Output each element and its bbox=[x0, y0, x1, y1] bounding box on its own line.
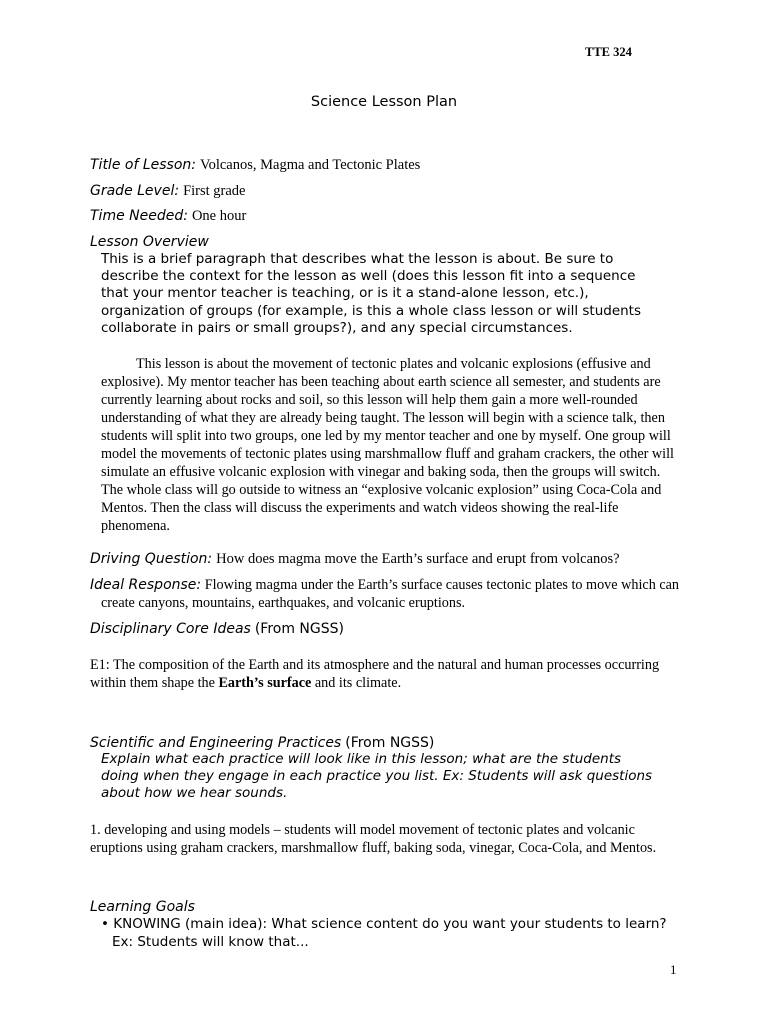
dci-heading-row bbox=[90, 620, 344, 638]
bullet-icon: • bbox=[101, 916, 109, 932]
learning-goal-text-1: KNOWING (main idea): What science content do you want your students to learn? Ex: Students will know that... bbox=[112, 916, 667, 950]
page-number: 1 bbox=[670, 962, 677, 977]
dci-heading: Disciplinary Core Ideas bbox=[90, 621, 251, 637]
lesson-title-field bbox=[90, 156, 420, 174]
dci-text bbox=[90, 656, 680, 692]
time-needed-label: Time Needed: bbox=[90, 208, 188, 224]
course-code: TTE 324 bbox=[585, 45, 632, 59]
sep-heading-row bbox=[90, 734, 434, 752]
driving-question-label: Driving Question: bbox=[90, 551, 213, 567]
sep-item-1: 1. developing and using models – students will model movement of tectonic plates and volcanic eruptions using graham crackers, marshmallow fluff, baking soda, vinegar, Coca-Cola, and Mentos. bbox=[90, 822, 657, 856]
sep-instructions: Explain what each practice will look like in this lesson; what are the students doing when they engage in each practice you list. Ex: Students will ask questions about how we hear sounds. bbox=[101, 751, 653, 802]
lesson-title-label: Title of Lesson: bbox=[90, 157, 196, 173]
driving-question-value: How does magma move the Earth’s surface and erupt from volcanos? bbox=[216, 551, 620, 567]
learning-goals-heading: Learning Goals bbox=[90, 899, 195, 915]
dci-text-after: and its climate. bbox=[311, 675, 402, 691]
lesson-overview-body: This lesson is about the movement of tectonic plates and volcanic explosions (effusive and explosive). My mentor teacher has been teaching about earth science all semester, and students are currently learning about rocks and soil, so this lesson will help them gain a more well-rounded understanding of what they are already being taught. The lesson will begin with a science talk, then students will split into two groups, one led by my mentor teacher and one by myself. One group will model the movements of tectonic plates using marshmallow fluff and graham crackers, the other will simulate an effusive volcanic explosion with vinegar and baking soda, then the groups will switch. The whole class will go outside to witness an “explosive volcanic explosion” using Coca-Cola and Mentos. Then the class will discuss the experiments and watch videos showing the real-life phenomena. bbox=[101, 356, 674, 534]
time-needed-field bbox=[90, 207, 246, 225]
lesson-overview-heading: Lesson Overview bbox=[90, 234, 209, 250]
learning-goal-item-1 bbox=[101, 916, 672, 951]
grade-level-field bbox=[90, 182, 245, 200]
lesson-title-value: Volcanos, Magma and Tectonic Plates bbox=[199, 157, 421, 173]
driving-question-field bbox=[90, 550, 620, 568]
lesson-overview-instructions: This is a brief paragraph that describes what the lesson is about. Be sure to describe the context for the lesson as well (does this lesson fit into a sequence that your mentor teacher is teaching, or is it a stand-alone lesson, etc.), organization of groups (for example, is this a whole class lesson or will students collaborate in pairs or small groups?), and any special circumstances. bbox=[101, 251, 642, 336]
dci-text-before: E1: The composition of the Earth and its atmosphere and the natural and human processes occurring within them shape the bbox=[90, 657, 660, 691]
document-title: Science Lesson Plan bbox=[310, 94, 458, 110]
dci-source: (From NGSS) bbox=[254, 621, 344, 637]
ideal-response-field bbox=[90, 576, 681, 612]
sep-source: (From NGSS) bbox=[345, 735, 435, 751]
ideal-response-value: Flowing magma under the Earth’s surface causes tectonic plates to move which can create canyons, mountains, earthquakes, and volcanic eruptions. bbox=[101, 577, 680, 611]
time-needed-value: One hour bbox=[191, 208, 247, 224]
grade-level-value: First grade bbox=[183, 183, 246, 199]
sep-heading: Scientific and Engineering Practices bbox=[90, 735, 342, 751]
dci-text-bold: Earth’s surface bbox=[218, 675, 312, 691]
grade-level-label: Grade Level: bbox=[90, 183, 180, 199]
ideal-response-label: Ideal Response: bbox=[90, 577, 202, 593]
